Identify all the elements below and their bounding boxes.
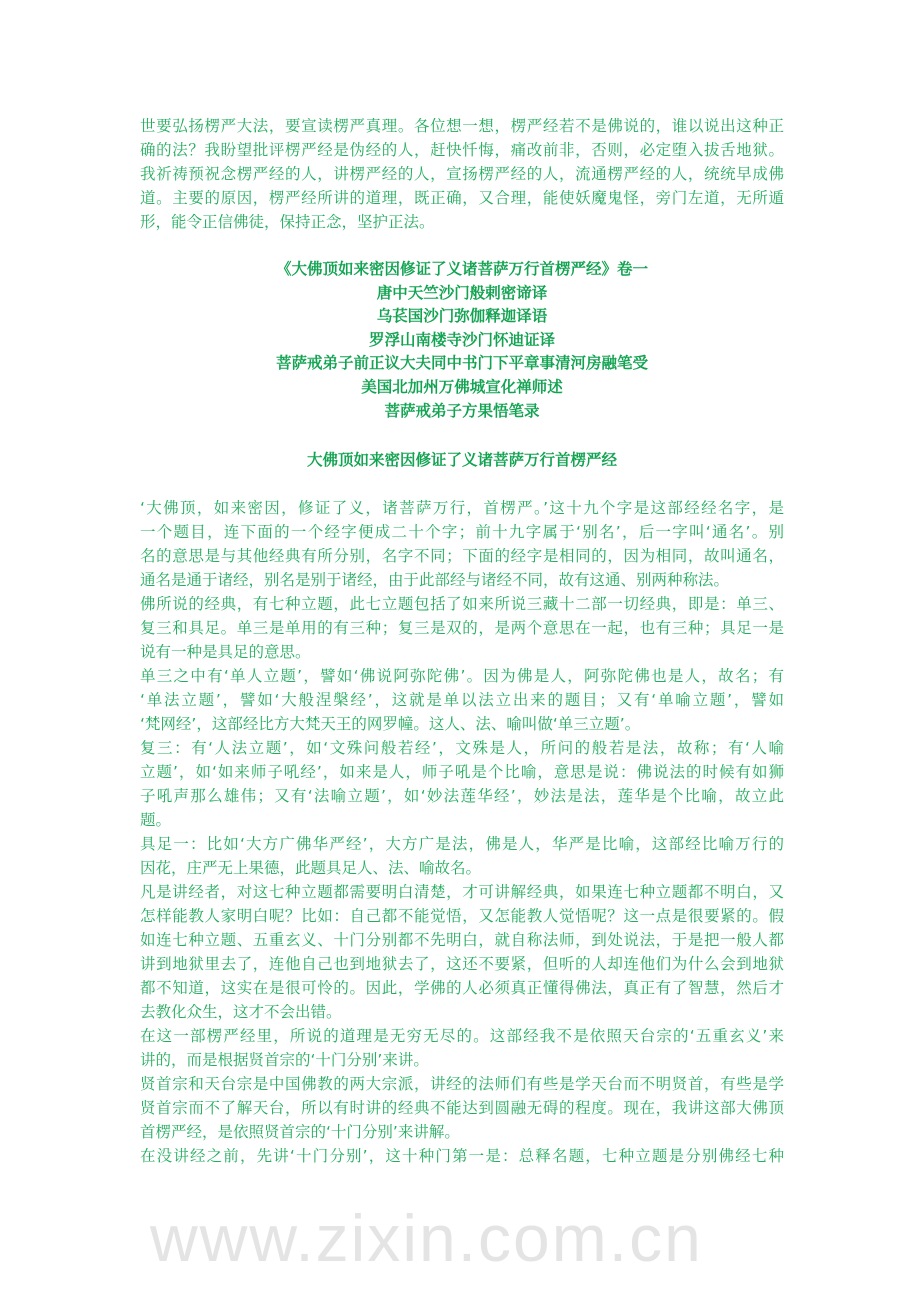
text-line: 世要弘扬楞严大法，要宣读楞严真理。各位想一想，楞严经若不是佛说的，谁以说出这种正 [140,117,784,135]
paragraph [140,832,784,880]
text-line: 形，能令正信佛徒，保持正念，坚护正法。 [140,213,435,231]
title-block [140,258,784,423]
paragraph [140,880,784,1024]
paragraph [140,592,784,664]
text-line: 讲到地狱里去了，连他自己也到地狱去了，这还不要紧，但听的人却连他们为什么会到地狱 [140,955,784,973]
paragraph [140,1072,784,1144]
text-line: 贤首宗和天台宗是中国佛教的两大宗派，讲经的法师们有些是学天台而不明贤首，有些是学 [140,1075,784,1093]
translator-credit: 乌苌国沙门弥伽释迦译语 [376,307,548,326]
text-line: ‘梵网经’，这部经比方大梵天王的网罗幢。这人、法、喻叫做‘单三立题’。 [140,715,641,733]
text-line: 因花，庄严无上果德，此题具足人、法、喻故名。 [140,859,482,877]
text-line: 确的法？我盼望批评楞严经是伪经的人，赶快忏悔，痛改前非，否则，必定堕入拔舌地狱。 [140,141,784,159]
sutra-title: 《大佛顶如来密因修证了义诸菩萨万行首楞严经》卷一 [275,260,648,278]
text-line: 在这一部楞严经里，所说的道理是无穷无尽的。这部经我不是依照天台宗的‘五重玄义’来 [140,1027,784,1045]
text-line: 具足一：比如‘大方广佛华严经’，大方广是法，佛是人，华严是比喻，这部经比喻万行的 [140,835,784,853]
translator-credit: 菩萨戒弟子方果悟笔录 [384,401,540,420]
text-line: 我祈祷预祝念楞严经的人，讲楞严经的人，宣扬楞严经的人，流通楞严经的人，统统早成佛 [140,165,784,183]
paragraph [140,1144,784,1168]
text-line: 一个题目，连下面的一个经字便成二十个字；前十九字属于‘别名’，后一字叫‘通名’。别 [140,523,784,541]
text-line: 道。主要的原因，楞严经所讲的道理，既正确，又合理，能使妖魔鬼怪，旁门左道，无所遁 [140,189,784,207]
text-line: 复三和具足。单三是单用的有三种；复三是双的，是两个意思在一起，也有三种；具足一是 [140,619,784,637]
text-line: 子吼声那么雄伟；又有‘法喻立题’，如‘妙法莲华经’，妙法是法，莲华是个比喻，故立此 [140,787,784,805]
text-line: ‘单法立题’，譬如‘大般涅槃经’，这就是单以法立出来的题目；又有‘单喻立题’，譬如 [140,691,784,709]
body-text [140,496,784,1168]
text-line: 说有一种是具足的意思。 [140,643,311,661]
text-line: 名的意思是与其他经典有所分别，名字不同；下面的经字是相同的，因为相同，故叫通名， [140,547,784,565]
text-line: 怎样能教人家明白呢？比如：自己都不能觉悟，又怎能教人觉悟呢？这一点是很要紧的。假 [140,907,784,925]
text-line: 立题’，如‘如来师子吼经’，如来是人，师子吼是个比喻，意思是说：佛说法的时候有如狮 [140,763,784,781]
text-line: 在没讲经之前，先讲‘十门分别’，这十种门第一是：总释名题，七种立题是分别佛经七种 [140,1147,784,1165]
paragraph [140,1024,784,1072]
text-line: 凡是讲经者，对这七种立题都需要明白清楚，才可讲解经典，如果连七种立题都不明白，又 [140,883,784,901]
text-line: 单三之中有‘单人立题’，譬如‘佛说阿弥陀佛’。因为佛是人，阿弥陀佛也是人，故名；有 [140,667,784,685]
paragraph [140,736,784,832]
text-line: 去教化众生，这才不会出错。 [140,1003,342,1021]
paragraph [140,664,784,736]
text-line: 讲的，而是根据贤首宗的‘十门分别’来讲。 [140,1051,429,1069]
translator-credit: 唐中天竺沙门般剌密谛译 [376,283,548,302]
text-line: 首楞严经，是依照贤首宗的‘十门分别’来讲解。 [140,1123,460,1141]
sutra-subtitle-wrap [140,449,784,473]
translator-credit: 菩萨戒弟子前正议大夫同中书门下平章事清河房融笔受 [275,354,648,373]
paragraph [140,496,784,592]
watermark: www.zixin.com.cn [150,1201,703,1275]
translator-credit: 美国北加州万佛城宣化禅师述 [361,377,563,396]
text-line: 如连七种立题、五重玄义、十门分别都不先明白，就自称法师，到处说法，于是把一般人都 [140,931,784,949]
text-line: 贤首宗而不了解天台，所以有时讲的经典不能达到圆融无碍的程度。现在，我讲这部大佛顶 [140,1099,784,1117]
text-line: ‘大佛顶，如来密因，修证了义，诸菩萨万行，首楞严。’这十九个字是这部经经名字，是 [140,499,784,517]
intro-paragraph [140,114,784,234]
text-line: 复三：有‘人法立题’，如‘文殊问般若经’，文殊是人，所问的般若是法，故称；有‘人喻 [140,739,784,757]
text-line: 都不知道，这实在是很可怜的。因此，学佛的人必须真正懂得佛法，真正有了智慧，然后才 [140,979,784,997]
sutra-subtitle: 大佛顶如来密因修证了义诸菩萨万行首楞严经 [306,451,617,469]
text-line: 题。 [140,811,172,829]
translator-credit: 罗浮山南楼寺沙门怀迪证译 [368,330,555,349]
text-line: 通名是通于诸经，别名是别于诸经，由于此部经与诸经不同，故有这通、别两种称法。 [140,571,730,589]
text-line: 佛所说的经典，有七种立题，此七立题包括了如来所说三藏十二部一切经典，即是：单三、 [140,595,784,613]
